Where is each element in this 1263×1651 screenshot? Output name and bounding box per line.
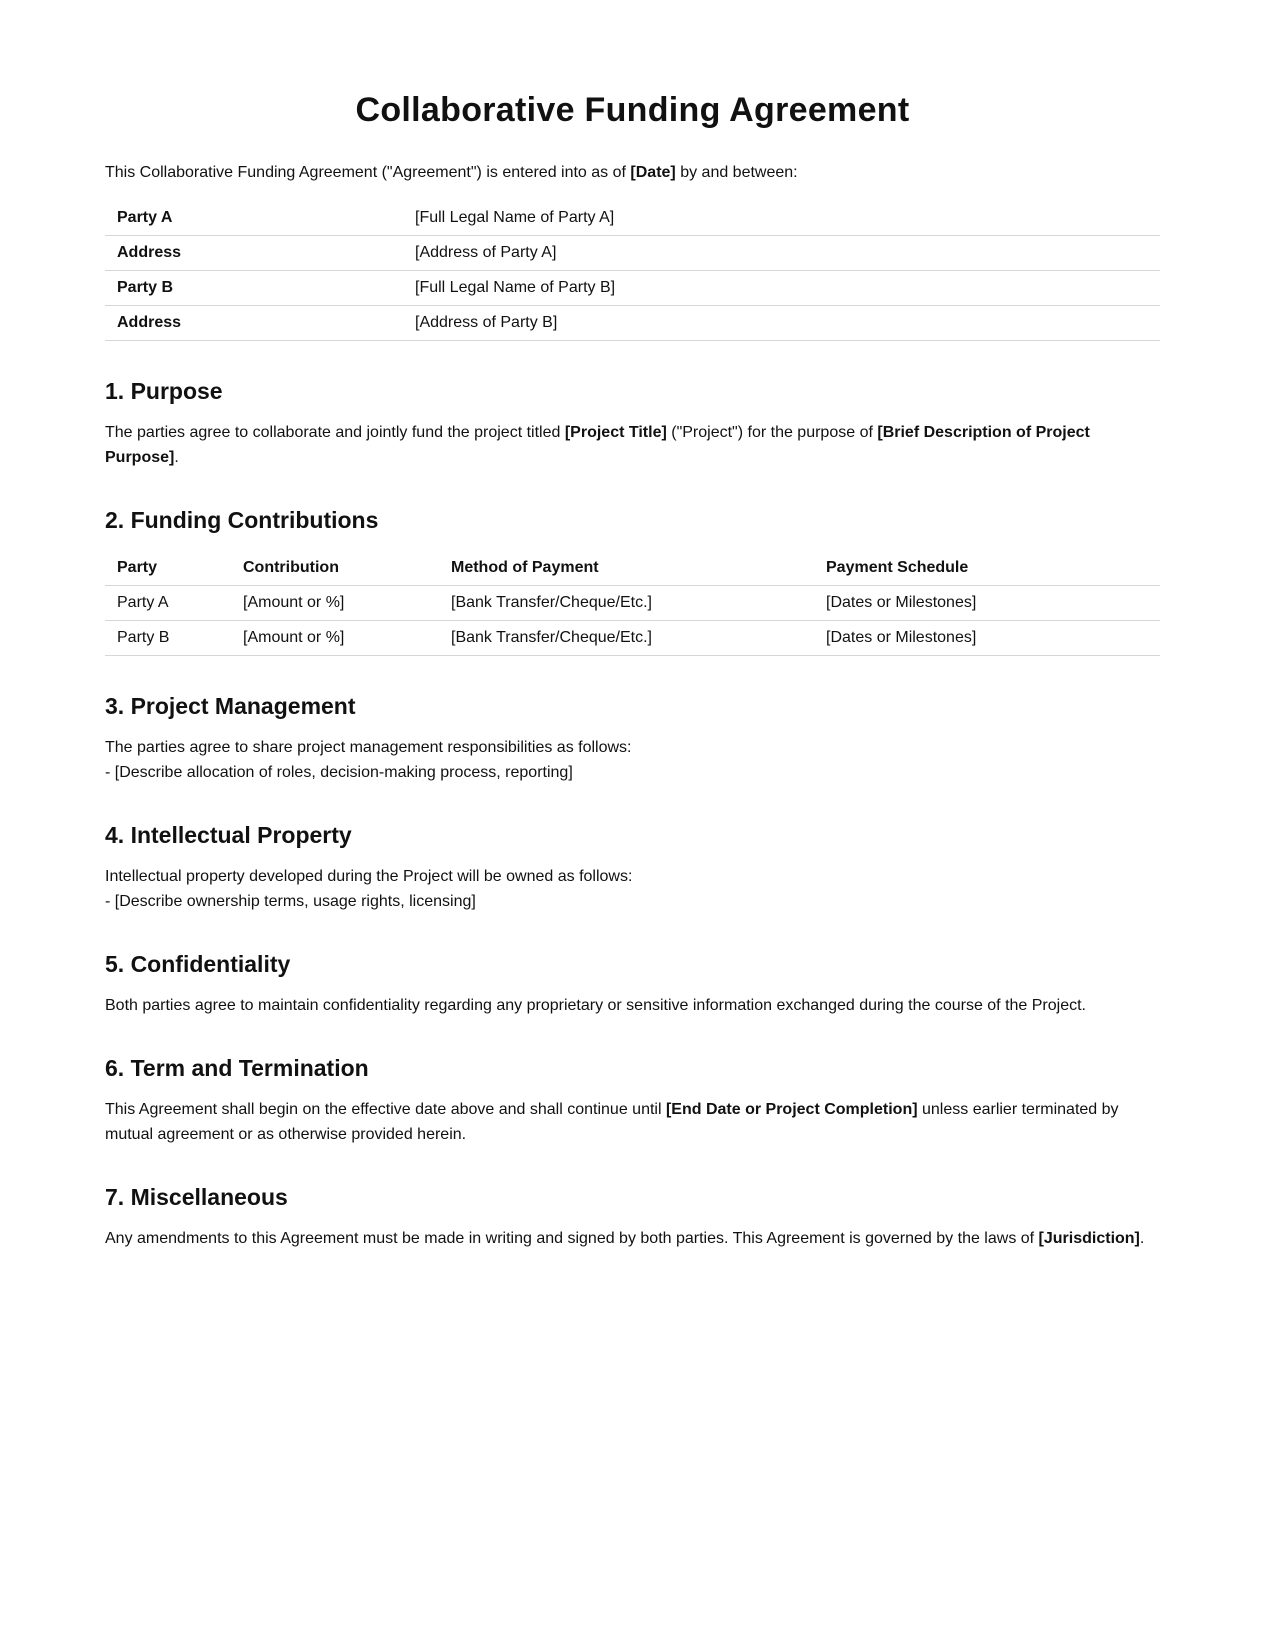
parties-table — [105, 201, 1160, 341]
section-heading: 5. Confidentiality — [105, 951, 291, 977]
purpose-text-end: . — [174, 449, 179, 466]
section-heading: 3. Project Management — [105, 693, 356, 719]
intro-text: This Collaborative Funding Agreement ("Agreement") is entered into as of — [105, 164, 631, 181]
section-heading: 7. Miscellaneous — [105, 1184, 288, 1210]
document-title: Collaborative Funding Agreement — [355, 91, 910, 129]
table-cell: [Dates or Milestones] — [814, 586, 1160, 621]
body-line: Intellectual property developed during the Project will be owned as follows: — [105, 868, 633, 885]
body-line: - [Describe ownership terms, usage rights, licensing] — [105, 893, 476, 910]
section-heading: 6. Term and Termination — [105, 1055, 369, 1081]
party-value: [Full Legal Name of Party B] — [403, 271, 1160, 306]
column-header-party: Party — [105, 551, 231, 586]
table-cell: [Dates or Milestones] — [814, 621, 1160, 656]
party-label: Address — [105, 236, 403, 271]
table-cell: [Bank Transfer/Cheque/Etc.] — [439, 586, 814, 621]
jurisdiction-placeholder: [Jurisdiction] — [1038, 1230, 1140, 1247]
body-line: - [Describe allocation of roles, decision-making process, reporting] — [105, 764, 573, 781]
column-header-method: Method of Payment — [439, 551, 814, 586]
section-confidentiality — [105, 949, 1160, 1018]
table-cell: Party B — [105, 621, 231, 656]
party-label: Party B — [105, 271, 403, 306]
table-cell: Party A — [105, 586, 231, 621]
purpose-description-placeholder: [Brief Description of Project Purpose] — [105, 424, 1090, 466]
intro-date: [Date] — [630, 164, 676, 181]
table-row — [105, 586, 1160, 621]
term-text-end: unless earlier terminated by mutual agreement or as otherwise provided herein. — [105, 1101, 1119, 1143]
body-line: The parties agree to share project management responsibilities as follows: — [105, 739, 632, 756]
project-title-placeholder: [Project Title] — [564, 424, 667, 441]
party-value: [Address of Party A] — [403, 236, 1160, 271]
section-body — [105, 864, 1160, 914]
table-cell: [Amount or %] — [231, 586, 439, 621]
table-row — [105, 271, 1160, 306]
misc-text: Any amendments to this Agreement must be made in writing and signed by both parties. This Agreement is governed by the laws of — [105, 1230, 1039, 1247]
document-page — [105, 0, 1160, 1251]
table-row — [105, 621, 1160, 656]
section-body — [105, 735, 1160, 785]
misc-paragraph — [105, 1226, 1160, 1251]
section-intellectual-property — [105, 820, 1160, 914]
section-heading: 1. Purpose — [105, 378, 223, 404]
end-date-placeholder: [End Date or Project Completion] — [665, 1101, 918, 1118]
section-heading: 4. Intellectual Property — [105, 822, 352, 848]
party-label: Address — [105, 306, 403, 341]
section-heading: 2. Funding Contributions — [105, 507, 379, 533]
intro-paragraph — [105, 160, 1160, 185]
funding-table — [105, 551, 1160, 656]
section-purpose — [105, 376, 1160, 470]
purpose-text: The parties agree to collaborate and jointly fund the project titled — [105, 424, 565, 441]
intro-text-end: by and between: — [675, 164, 798, 181]
section-management — [105, 691, 1160, 785]
column-header-schedule: Payment Schedule — [814, 551, 1160, 586]
column-header-contribution: Contribution — [231, 551, 439, 586]
party-value: [Full Legal Name of Party A] — [403, 201, 1160, 236]
party-label: Party A — [105, 201, 403, 236]
term-paragraph — [105, 1097, 1160, 1147]
confidentiality-paragraph: Both parties agree to maintain confidentiality regarding any proprietary or sensitive information exchanged during the course of the Project. — [105, 997, 1086, 1014]
term-text: This Agreement shall begin on the effective date above and shall continue until — [105, 1101, 666, 1118]
table-row — [105, 306, 1160, 341]
table-cell: [Amount or %] — [231, 621, 439, 656]
table-row — [105, 236, 1160, 271]
purpose-text: ("Project") for the purpose of — [666, 424, 878, 441]
table-cell: [Bank Transfer/Cheque/Etc.] — [439, 621, 814, 656]
section-funding — [105, 505, 1160, 656]
party-value: [Address of Party B] — [403, 306, 1160, 341]
table-header-row — [105, 551, 1160, 586]
section-miscellaneous — [105, 1182, 1160, 1251]
table-row — [105, 201, 1160, 236]
purpose-paragraph — [105, 420, 1160, 470]
section-term — [105, 1053, 1160, 1147]
misc-text-end: . — [1139, 1230, 1145, 1247]
